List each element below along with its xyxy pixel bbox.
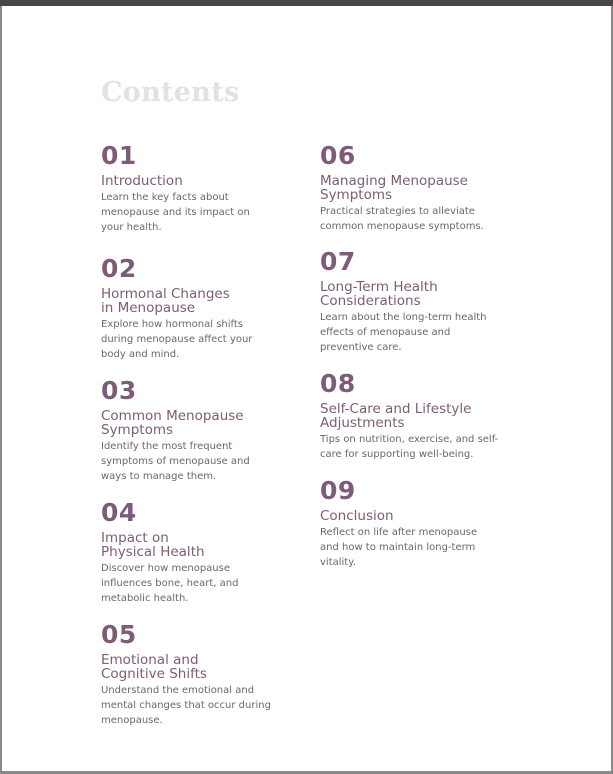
toc-entry-04[interactable] [101,498,301,606]
toc-entry-number: 04 [101,498,137,527]
toc-entry-heading: Hormonal Changes in Menopause [101,286,230,316]
toc-entry-08[interactable] [320,369,520,462]
toc-entry-02[interactable] [101,254,301,362]
toc-entry-number: 09 [320,476,356,505]
toc-entry-description: Discover how menopause influences bone, heart, and metabolic health. [101,563,239,604]
toc-entry-number: 02 [101,254,137,283]
toc-entry-number: 03 [101,376,137,405]
page-title: Contents [101,77,240,108]
toc-entry-heading: Impact on Physical Health [101,530,205,560]
toc-entry-05[interactable] [101,620,301,728]
toc-right-column [320,141,520,570]
toc-entry-description: Reflect on life after menopause and how to maintain long-term vitality. [320,527,478,568]
toc-left-column [101,141,301,728]
toc-entry-03[interactable] [101,376,301,484]
toc-entry-heading: Introduction [101,173,183,189]
window-top-border [0,0,613,6]
toc-entry-09[interactable] [320,476,520,570]
toc-entry-heading: Long-Term Health Considerations [320,279,438,309]
toc-entry-description: Practical strategies to alleviate common menopause symptoms. [320,206,484,232]
toc-entry-number: 07 [320,247,356,276]
toc-entry-number: 06 [320,141,356,170]
toc-entry-description: Learn about the long-term health effects of menopause and preventive care. [320,312,487,353]
toc-entry-description: Understand the emotional and mental changes that occur during menopause. [101,685,271,726]
toc-entry-heading: Managing Menopause Symptoms [320,173,468,203]
toc-entry-number: 01 [101,141,137,170]
toc-entry-07[interactable] [320,247,520,355]
toc-entry-number: 05 [101,620,137,649]
toc-entry-heading: Conclusion [320,508,394,524]
toc-entry-06[interactable] [320,141,520,234]
toc-entry-description: Explore how hormonal shifts during menopause affect your body and mind. [101,319,253,360]
toc-entry-number: 08 [320,369,356,398]
page-left-border [0,6,2,774]
toc-entry-heading: Self-Care and Lifestyle Adjustments [320,401,472,431]
toc-entry-01[interactable] [101,141,301,235]
toc-entry-description: Learn the key facts about menopause and its impact on your health. [101,192,250,233]
toc-entry-heading: Emotional and Cognitive Shifts [101,652,207,682]
toc-entry-heading: Common Menopause Symptoms [101,408,244,438]
toc-entry-description: Tips on nutrition, exercise, and self- care for supporting well-being. [320,434,499,460]
toc-entry-description: Identify the most frequent symptoms of menopause and ways to manage them. [101,441,250,482]
